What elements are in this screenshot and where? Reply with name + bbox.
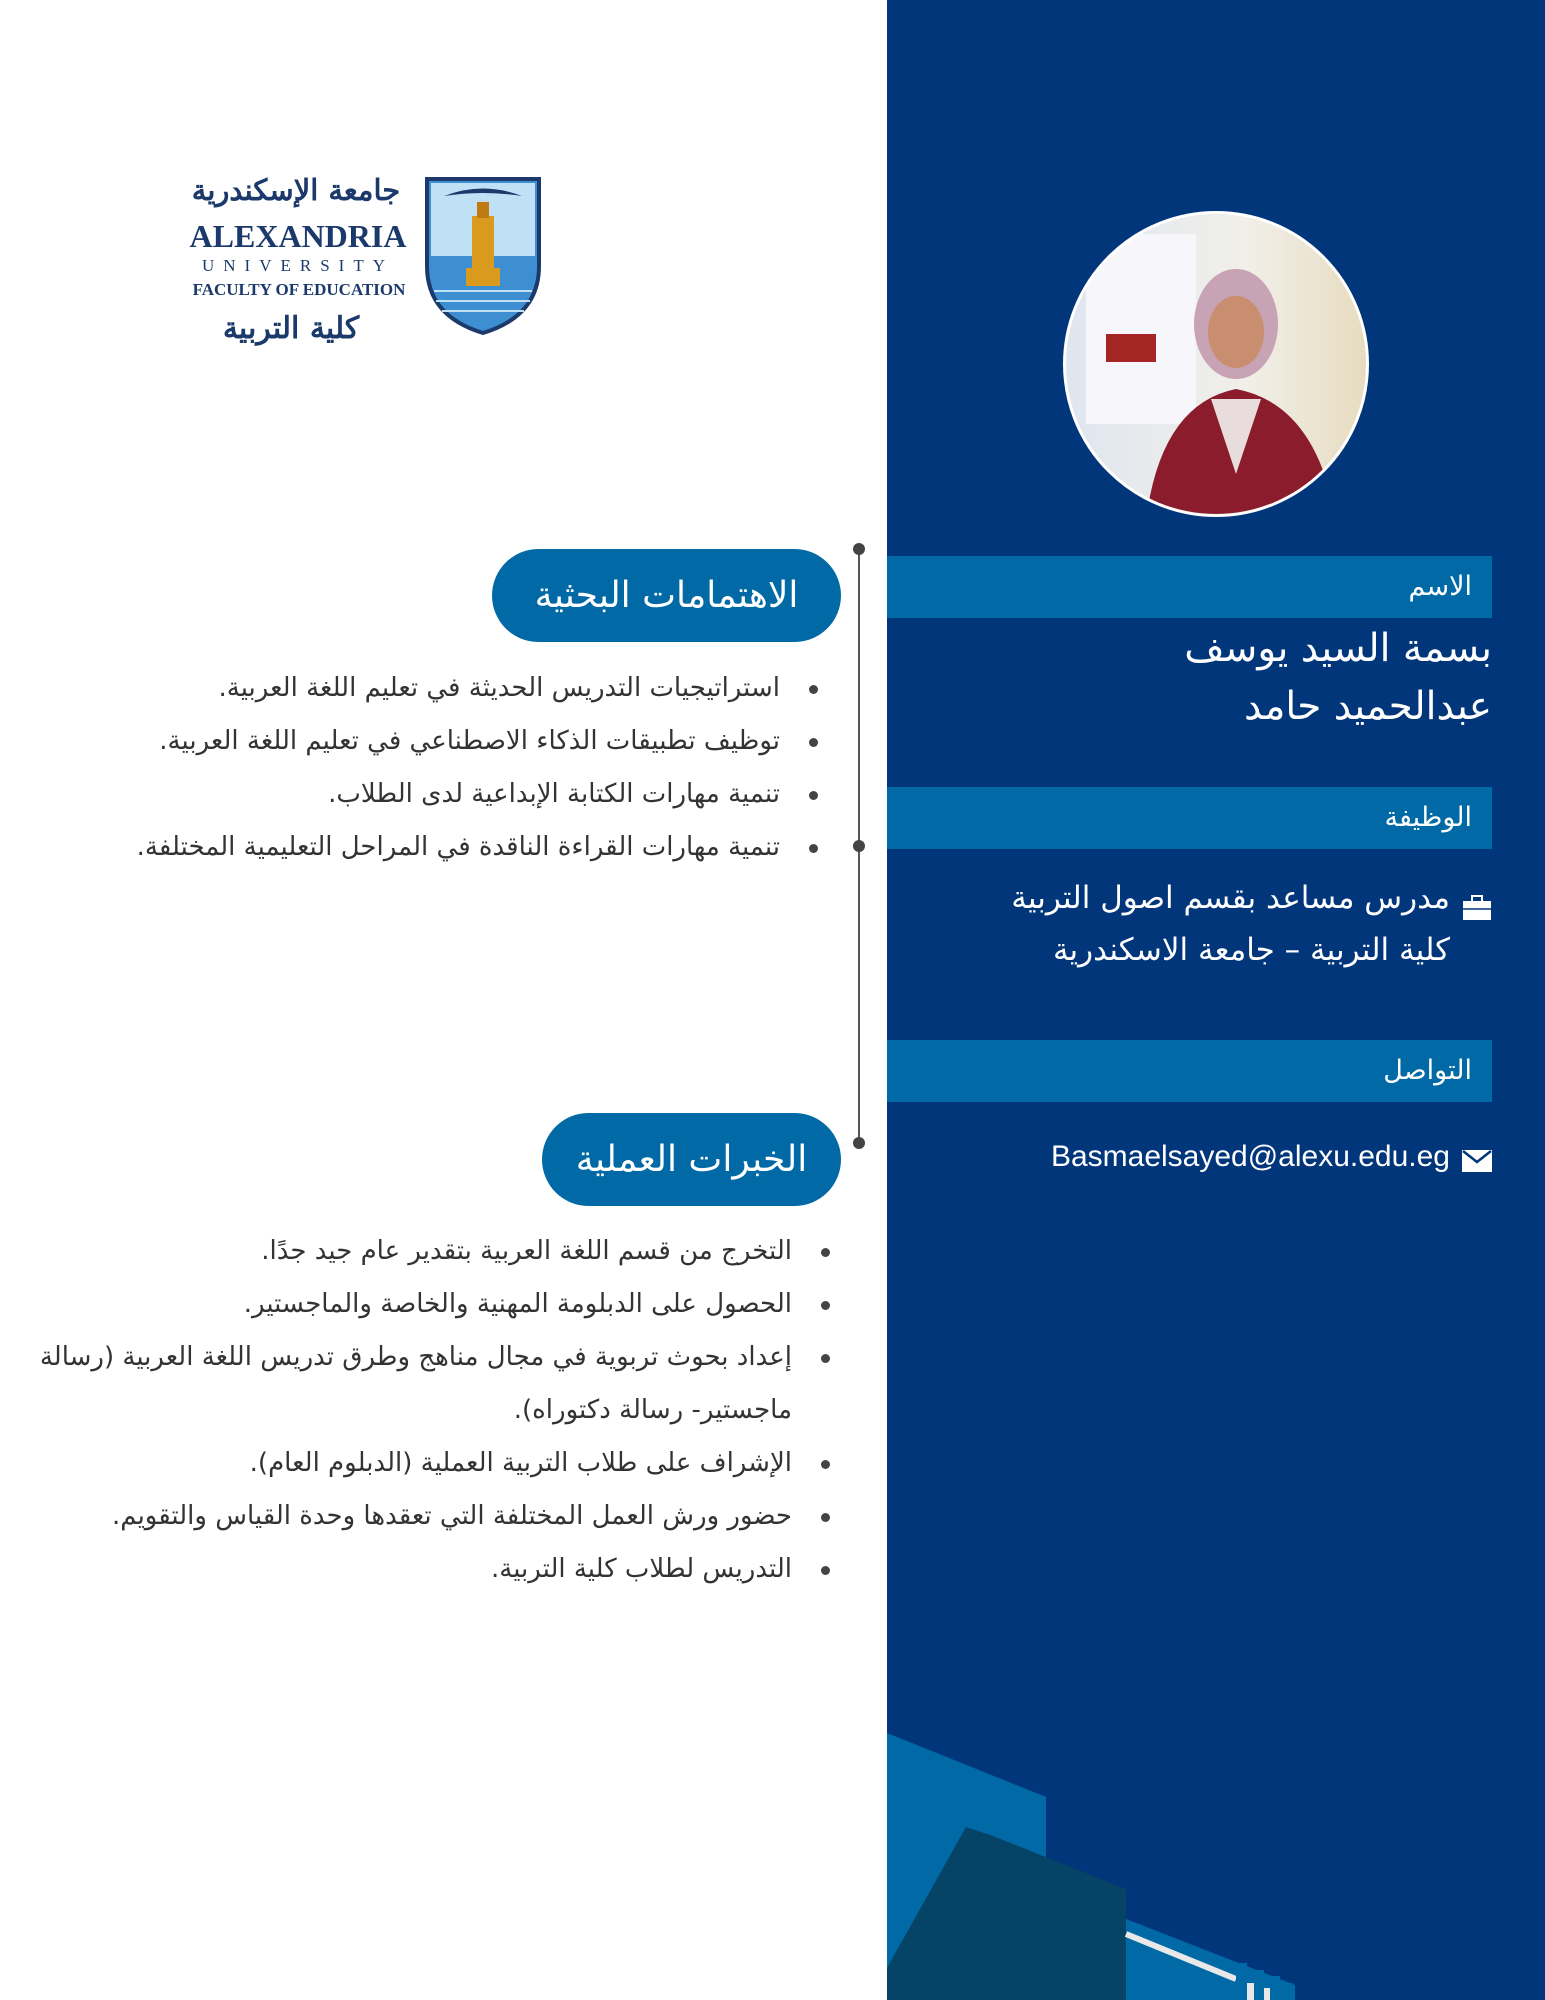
list-item: التخرج من قسم اللغة العربية بتقدير عام جيد جدًا.: [37, 1225, 792, 1278]
job-section-header: الوظيفة: [887, 787, 1492, 849]
list-item: التدريس لطلاب كلية التربية.: [37, 1543, 792, 1596]
experience-heading: الخبرات العملية: [542, 1113, 841, 1206]
job-line-2: كلية التربية – جامعة الاسكندرية: [1052, 932, 1450, 968]
email-link[interactable]: Basmaelsayed@alexu.edu.eg: [1050, 1140, 1450, 1173]
logo-arabic-name: جامعة الإسكندرية: [191, 173, 401, 207]
list-item: إعداد بحوث تربوية في مجال مناهج وطرق تدريس اللغة العربية (رسالة ماجستير- رسالة دكتوراه).: [37, 1331, 792, 1437]
job-line-1: مدرس مساعد بقسم اصول التربية: [1011, 880, 1450, 916]
logo-english-sub: UNIVERSITY: [202, 256, 394, 275]
list-item: تنمية مهارات الكتابة الإبداعية لدى الطلاب.: [80, 768, 780, 821]
logo-english-name: ALEXANDRIA: [189, 218, 407, 254]
list-item: استراتيجيات التدريس الحديثة في تعليم اللغة العربية.: [80, 662, 780, 715]
list-item: الإشراف على طلاب التربية العملية (الدبلوم العام).: [37, 1437, 792, 1490]
list-item: تنمية مهارات القراءة الناقدة في المراحل التعليمية المختلفة.: [80, 821, 780, 874]
logo-faculty-ar: كلية التربية: [222, 311, 360, 346]
name-line-2: عبدالحميد حامد: [1244, 684, 1492, 729]
logo-faculty-en: FACULTY OF EDUCATION: [192, 280, 406, 299]
list-item: حضور ورش العمل المختلفة التي تعقدها وحدة القياس والتقويم.: [37, 1490, 792, 1543]
research-heading: الاهتمامات البحثية: [492, 549, 841, 642]
list-item: توظيف تطبيقات الذكاء الاصطناعي في تعليم اللغة العربية.: [80, 715, 780, 768]
name-line-1: بسمة السيد يوسف: [1184, 626, 1492, 671]
list-item: الحصول على الدبلومة المهنية والخاصة والماجستير.: [37, 1278, 792, 1331]
contact-section-header: التواصل: [887, 1040, 1492, 1102]
name-section-header: الاسم: [887, 556, 1492, 618]
